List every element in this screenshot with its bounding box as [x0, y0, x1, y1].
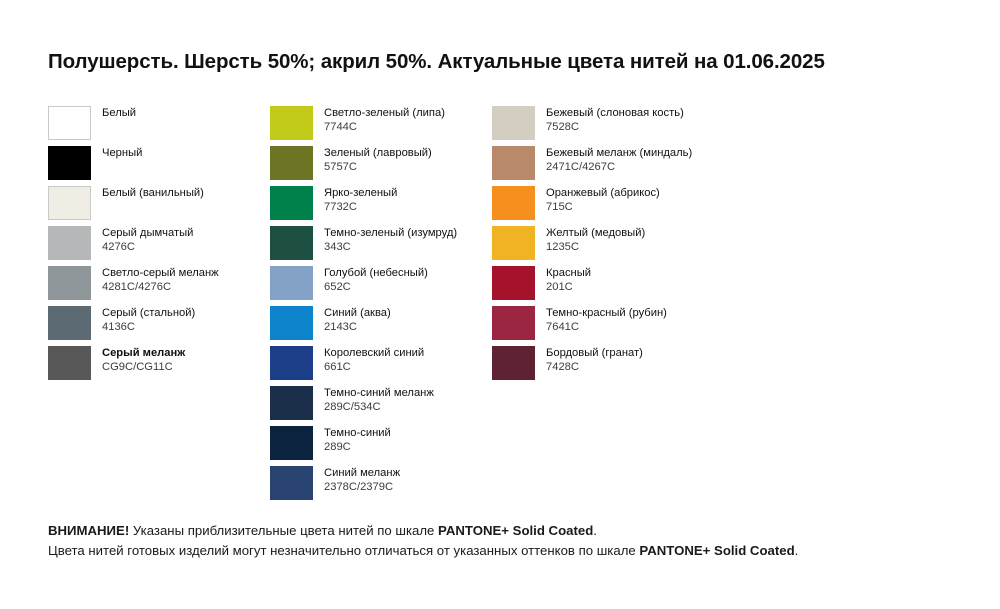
swatch-row	[492, 266, 712, 306]
swatch-text	[91, 186, 204, 201]
color-swatch	[492, 266, 535, 300]
swatch-row	[492, 306, 712, 346]
swatch-row	[270, 146, 490, 186]
swatch-row	[270, 266, 490, 306]
swatch-text	[313, 106, 445, 134]
swatch-row	[270, 306, 490, 346]
color-swatch	[492, 186, 535, 220]
swatch-code: 1235C	[546, 240, 579, 253]
swatch-row	[48, 346, 268, 386]
swatch-row	[492, 226, 712, 266]
footer-note	[48, 521, 968, 562]
swatch-text	[313, 146, 432, 174]
swatch-name: Темно-синий меланж	[324, 387, 434, 399]
swatch-name: Синий меланж	[324, 467, 401, 479]
swatch-name: Голубой (небесный)	[324, 267, 428, 279]
swatch-code: 7428C	[546, 360, 579, 373]
swatch-text	[313, 306, 391, 334]
swatch-text	[313, 186, 397, 214]
color-swatch	[270, 346, 313, 380]
swatch-code: 289C/534C	[324, 400, 381, 413]
swatch-name: Бежевый (слоновая кость)	[546, 107, 684, 119]
swatch-row	[492, 146, 712, 186]
swatch-name: Темно-зеленый (изумруд)	[324, 227, 458, 239]
swatch-row	[270, 386, 490, 426]
footer-attention-label: ВНИМАНИЕ!	[48, 523, 130, 538]
swatch-text	[535, 106, 684, 134]
swatch-row	[48, 106, 268, 146]
swatch-row	[48, 306, 268, 346]
swatch-code: 652C	[324, 280, 351, 293]
swatch-code: 289C	[324, 440, 351, 453]
swatch-name: Зеленый (лавровый)	[324, 147, 432, 159]
swatch-name: Королевский синий	[324, 347, 425, 359]
swatch-text	[91, 146, 142, 161]
swatch-row	[48, 146, 268, 186]
color-swatch	[492, 226, 535, 260]
swatch-name: Серый (стальной)	[102, 307, 196, 319]
swatch-name: Желтый (медовый)	[546, 227, 646, 239]
color-swatch	[48, 346, 91, 380]
swatch-name: Бежевый меланж (миндаль)	[546, 147, 693, 159]
swatch-text	[313, 346, 424, 374]
swatch-row	[48, 266, 268, 306]
swatch-code: 2143C	[324, 320, 357, 333]
swatch-code: 4136C	[102, 320, 135, 333]
swatch-name: Черный	[102, 147, 143, 159]
swatch-name: Темно-синий	[324, 427, 391, 439]
swatch-name: Белый (ванильный)	[102, 187, 204, 199]
swatch-row	[270, 226, 490, 266]
swatch-code: 2378C/2379C	[324, 480, 394, 493]
swatch-code: 4281C/4276C	[102, 280, 172, 293]
swatch-row	[270, 186, 490, 226]
swatch-column-2	[270, 106, 490, 506]
swatch-name: Бордовый (гранат)	[546, 347, 643, 359]
swatch-name: Светло-зеленый (липа)	[324, 107, 445, 119]
swatch-code: 7732C	[324, 200, 357, 213]
swatch-name: Синий (аква)	[324, 307, 391, 319]
swatch-text	[91, 266, 219, 294]
footer-brand-1: PANTONE+ Solid Coated	[438, 523, 594, 538]
swatch-code: 715C	[546, 200, 573, 213]
swatch-code: 5757C	[324, 160, 357, 173]
swatch-row	[492, 106, 712, 146]
footer-line-1-suffix: .	[593, 523, 597, 538]
footer-line-2	[48, 541, 968, 561]
color-swatch	[492, 146, 535, 180]
color-swatch	[48, 226, 91, 260]
color-swatch	[48, 266, 91, 300]
swatch-name: Серый дымчатый	[102, 227, 194, 239]
swatch-code: 7641C	[546, 320, 579, 333]
swatch-row	[48, 226, 268, 266]
swatch-name: Серый меланж	[102, 347, 186, 359]
color-swatch	[270, 186, 313, 220]
swatch-name: Светло-серый меланж	[102, 267, 219, 279]
swatch-name: Ярко-зеленый	[324, 187, 398, 199]
color-swatch	[492, 106, 535, 140]
swatch-row	[270, 106, 490, 146]
swatch-text	[313, 226, 457, 254]
swatch-text	[535, 266, 591, 294]
swatch-text	[535, 306, 667, 334]
swatch-name: Темно-красный (рубин)	[546, 307, 667, 319]
color-swatch	[48, 146, 91, 180]
swatch-columns	[48, 106, 958, 506]
swatch-row	[270, 346, 490, 386]
footer-line-2-text: Цвета нитей готовых изделий могут незначительно отличаться от указанных оттенков по шкале	[48, 543, 640, 559]
footer-line-1	[48, 521, 968, 541]
color-swatch	[270, 386, 313, 420]
color-swatch	[48, 306, 91, 340]
swatch-text	[91, 106, 136, 121]
swatch-text	[313, 266, 428, 294]
color-swatch	[48, 106, 91, 140]
swatch-text	[313, 466, 400, 494]
swatch-row	[270, 426, 490, 466]
color-swatch	[270, 226, 313, 260]
color-swatch	[492, 306, 535, 340]
swatch-text	[535, 346, 643, 374]
color-swatch	[270, 146, 313, 180]
page-title: Полушерсть. Шерсть 50%; акрил 50%. Актуальные цвета нитей на 01.06.2025	[48, 50, 825, 73]
swatch-text	[91, 226, 193, 254]
swatch-code: 201C	[546, 280, 573, 293]
swatch-column-3	[492, 106, 712, 506]
swatch-name: Оранжевый (абрикос)	[546, 187, 660, 199]
footer-line-1-text: Указаны приблизительные цвета нитей по шкале	[129, 523, 439, 538]
swatch-text	[535, 186, 660, 214]
footer-brand-2: PANTONE+ Solid Coated	[639, 543, 795, 559]
color-swatch	[48, 186, 91, 220]
swatch-code: 2471C/4267C	[546, 160, 616, 173]
swatch-code: 7528C	[546, 120, 579, 133]
swatch-text	[535, 146, 692, 174]
color-swatch	[270, 426, 313, 460]
swatch-column-1	[48, 106, 268, 506]
color-swatch	[492, 346, 535, 380]
swatch-text	[91, 306, 195, 334]
footer-line-2-suffix: .	[794, 543, 799, 559]
swatch-text	[313, 386, 434, 414]
color-swatch	[270, 466, 313, 500]
swatch-row	[48, 186, 268, 226]
color-swatch	[270, 306, 313, 340]
swatch-code: 661C	[324, 360, 351, 373]
swatch-row	[270, 466, 490, 506]
swatch-code: 4276C	[102, 240, 135, 253]
swatch-name: Красный	[546, 267, 592, 279]
color-swatch	[270, 266, 313, 300]
swatch-text	[313, 426, 391, 454]
color-swatch	[270, 106, 313, 140]
swatch-code: 7744C	[324, 120, 357, 133]
swatch-row	[492, 346, 712, 386]
swatch-text	[535, 226, 645, 254]
swatch-text	[91, 346, 185, 374]
swatch-code: 343C	[324, 240, 351, 253]
swatch-name: Белый	[102, 107, 137, 119]
swatch-code: CG9C/CG11C	[102, 360, 173, 373]
swatch-row	[492, 186, 712, 226]
